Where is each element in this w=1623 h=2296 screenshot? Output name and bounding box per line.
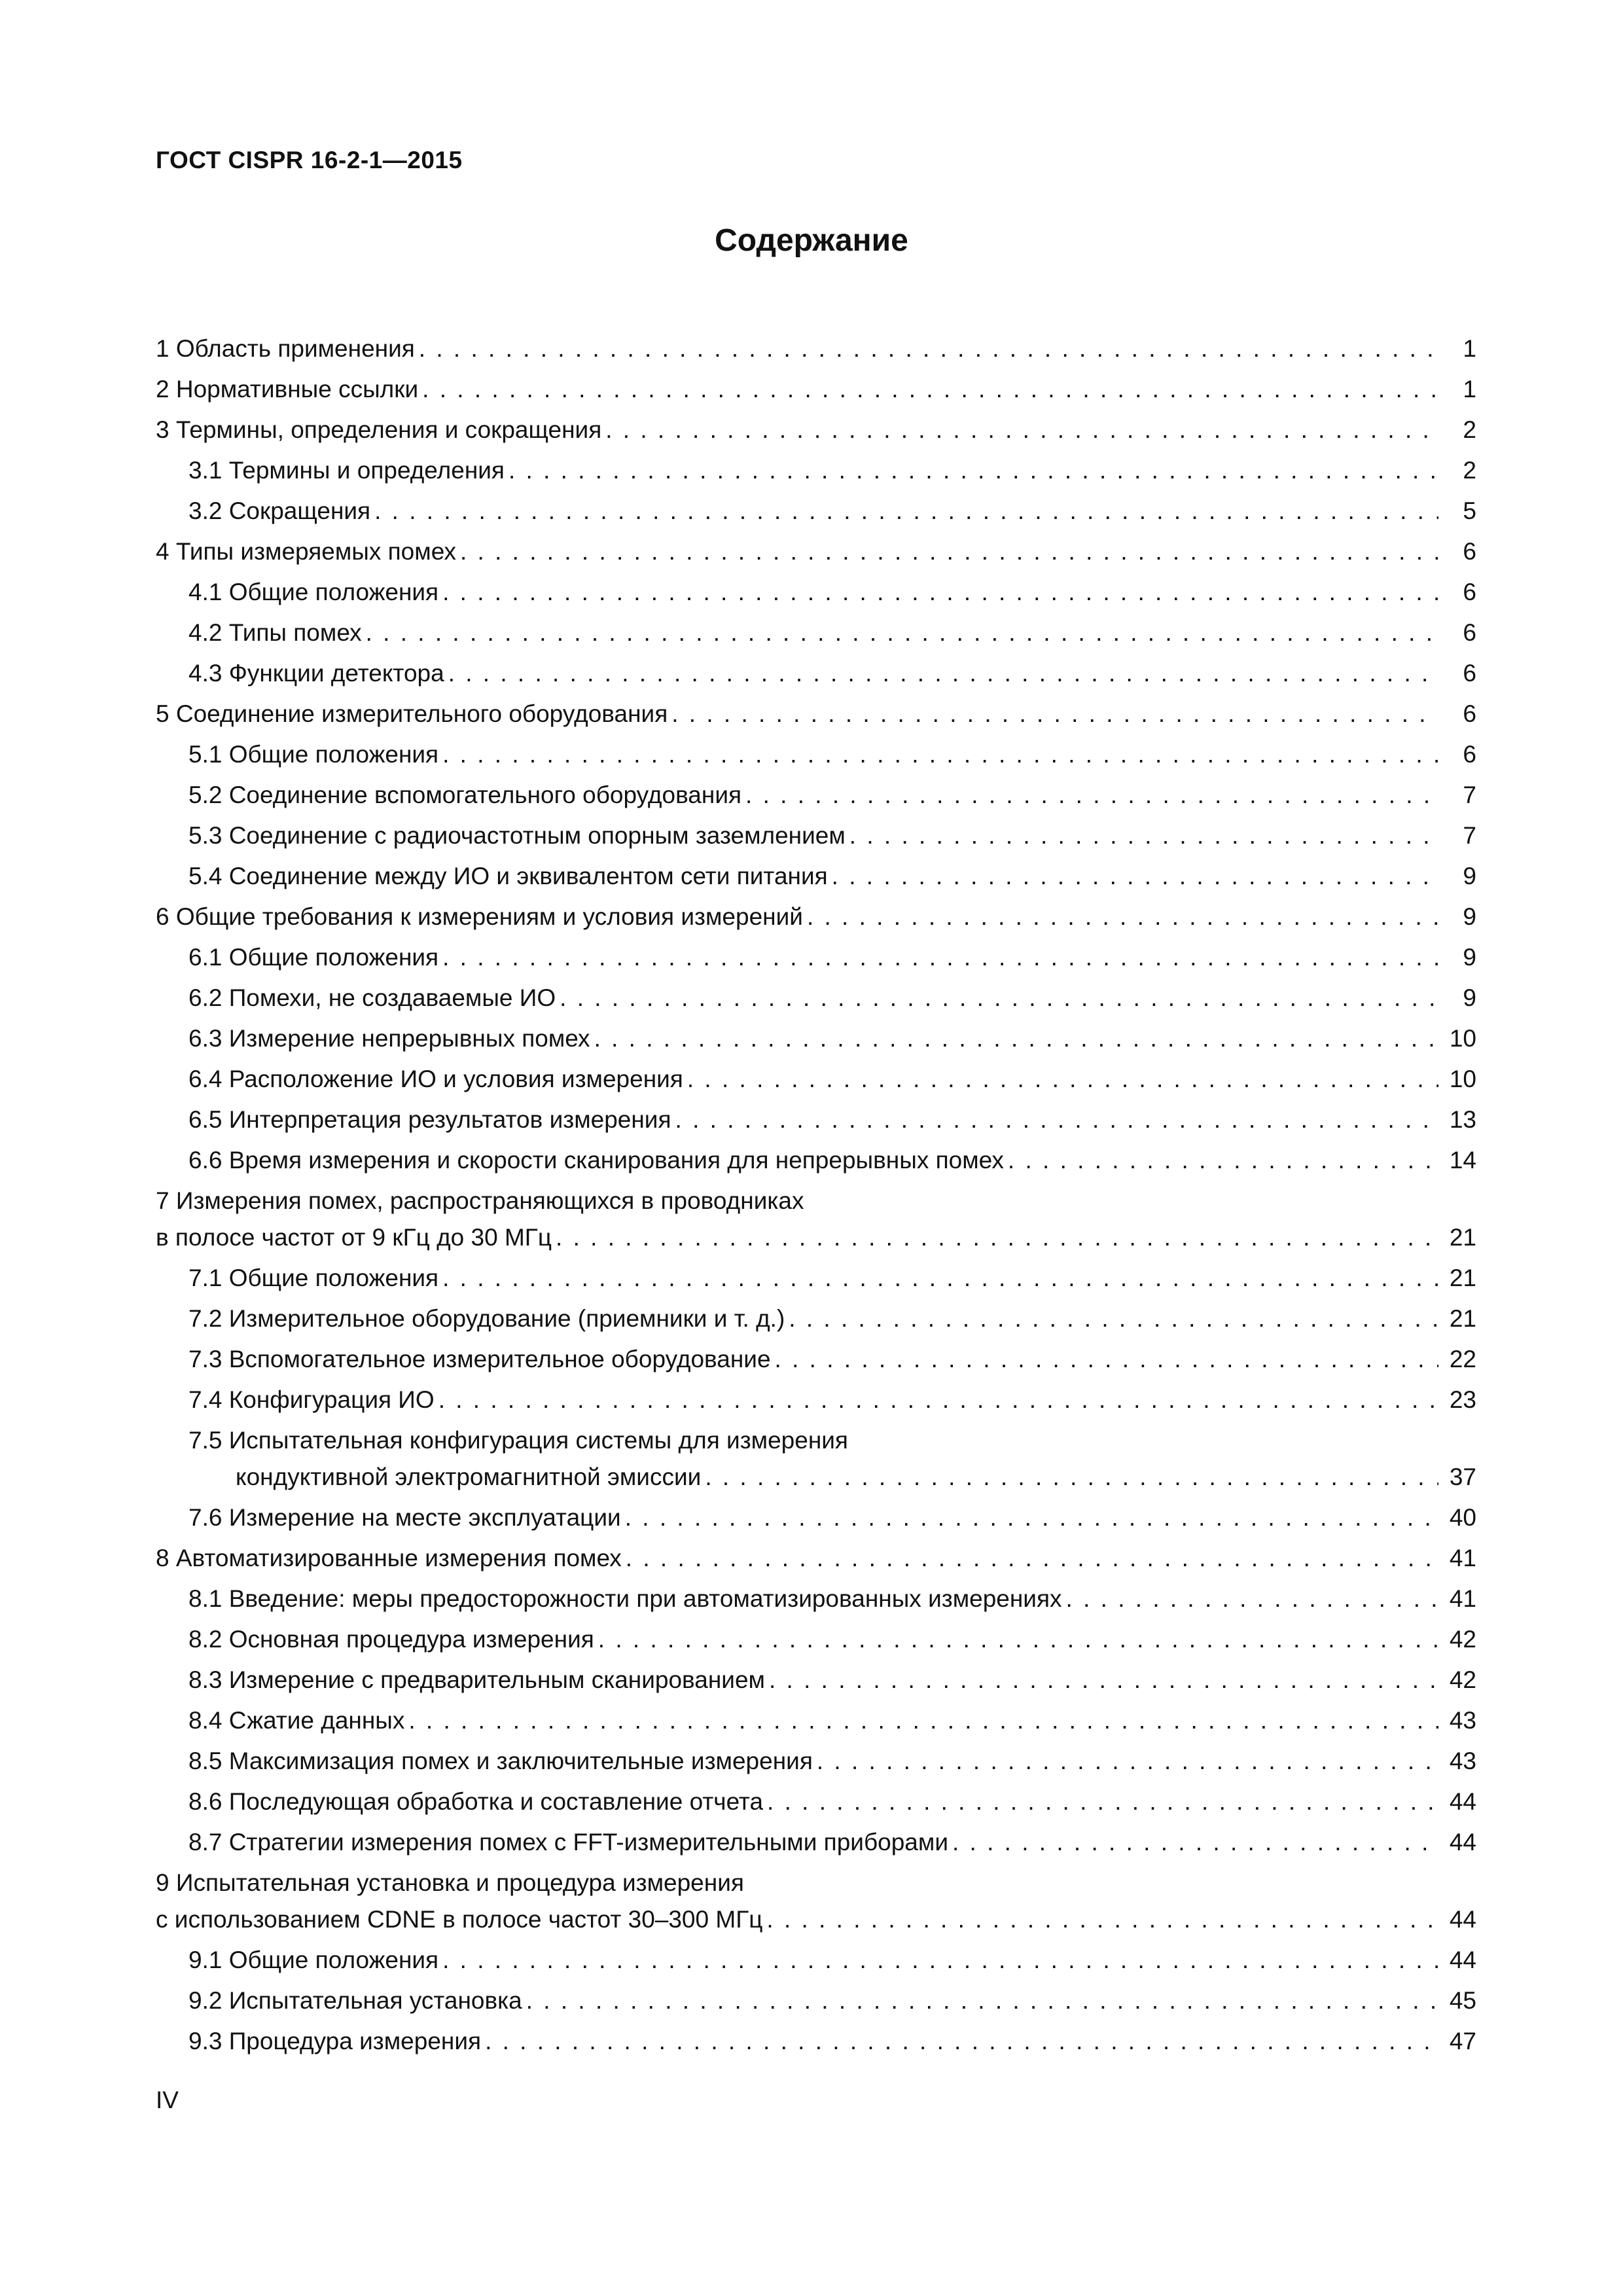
toc-dot-leader (408, 1700, 1438, 1741)
toc-entry[interactable] (156, 1380, 1476, 1420)
toc-dot-leader (807, 897, 1438, 937)
toc-entry[interactable] (156, 1981, 1476, 2021)
toc-entry-page-number: 14 (1449, 1147, 1476, 1174)
toc-entry-title: в полосе частот от 9 кГц до 30 МГц (156, 1224, 552, 1251)
toc-entry[interactable] (156, 1498, 1476, 1538)
toc-entry-title: 6.1 Общие положения (188, 944, 439, 971)
toc-dot-leader (687, 1059, 1438, 1100)
toc-dot-leader (366, 613, 1438, 653)
toc-dot-leader (442, 734, 1438, 775)
toc-entry-title: 9.3 Процедура измерения (188, 2028, 482, 2054)
toc-entry-title: 4.3 Функции детектора (188, 660, 444, 687)
toc-dot-leader (671, 694, 1438, 734)
toc-entry-title-first-line: 7 Измерения помех, распространяющихся в проводниках (156, 1187, 804, 1214)
toc-entry-title: 7.3 Вспомогательное измерительное оборудование (188, 1346, 771, 1372)
toc-entry-page-number: 21 (1449, 1265, 1476, 1291)
toc-dot-leader (952, 1822, 1438, 1863)
toc-entry-title: 5.4 Соединение между ИО и эквивалентом сети питания (188, 863, 828, 889)
toc-dot-leader (767, 1782, 1438, 1822)
toc-entry-title: 5.1 Общие положения (188, 741, 439, 768)
toc-entry[interactable] (156, 1822, 1476, 1863)
toc-dot-leader (832, 856, 1438, 897)
toc-entry-page-number: 9 (1463, 863, 1476, 889)
toc-entry-page-number: 41 (1449, 1545, 1476, 1571)
toc-dot-leader (849, 816, 1438, 856)
toc-entry-title: 8.1 Введение: меры предосторожности при автоматизированных измерениях (188, 1585, 1062, 1612)
toc-dot-leader (508, 450, 1438, 491)
toc-entry-title-first-line: 7.5 Испытательная конфигурация системы для измерения (188, 1427, 848, 1454)
toc-entry-title: 4.2 Типы помех (188, 619, 362, 646)
toc-entry[interactable] (156, 1258, 1476, 1299)
toc-entry-page-number: 42 (1449, 1626, 1476, 1653)
toc-entry-page-number: 42 (1449, 1666, 1476, 1693)
toc-entry-page-number: 47 (1449, 2028, 1476, 2054)
toc-entry[interactable] (156, 329, 1476, 369)
toc-dot-leader (442, 1258, 1438, 1299)
toc-entry-page-number: 6 (1463, 579, 1476, 605)
toc-entry-title: 3.1 Термины и определения (188, 457, 505, 484)
toc-entry-title: 8.2 Основная процедура измерения (188, 1626, 594, 1653)
toc-entry-page-number: 10 (1449, 1025, 1476, 1052)
toc-dot-leader (556, 1217, 1438, 1258)
toc-entry[interactable] (156, 816, 1476, 856)
toc-entry-page-number: 5 (1463, 497, 1476, 524)
toc-dot-leader (775, 1339, 1438, 1380)
toc-entry-title: 8.7 Стратегии измерения помех с FFT-измерительными приборами (188, 1829, 948, 1856)
toc-dot-leader (442, 937, 1438, 978)
toc-entry-page-number: 40 (1449, 1504, 1476, 1531)
toc-dot-leader (745, 775, 1438, 816)
toc-dot-leader (705, 1457, 1438, 1498)
toc-dot-leader (560, 978, 1438, 1018)
toc-entry-page-number: 6 (1463, 660, 1476, 687)
toc-entry[interactable] (156, 694, 1476, 734)
toc-entry[interactable] (156, 1940, 1476, 1981)
toc-entry-page-number: 1 (1463, 376, 1476, 403)
toc-entry-page-number: 44 (1449, 1788, 1476, 1815)
toc-entry-page-number: 21 (1449, 1224, 1476, 1251)
toc-dot-leader (605, 410, 1438, 450)
toc-entry-page-number: 6 (1463, 619, 1476, 646)
toc-entry-title: 5.2 Соединение вспомогательного оборудования (188, 781, 742, 808)
toc-dot-leader (448, 653, 1438, 694)
toc-entry-title: 4.1 Общие положения (188, 579, 439, 605)
toc-dot-leader (485, 2021, 1438, 2062)
toc-dot-leader (438, 1380, 1438, 1420)
toc-entry[interactable] (156, 2021, 1476, 2062)
toc-entry-page-number: 6 (1463, 741, 1476, 768)
toc-entry-page-number: 43 (1449, 1748, 1476, 1774)
toc-entry-title: 4 Типы измеряемых помех (156, 538, 456, 565)
toc-entry[interactable] (156, 1867, 1476, 1940)
toc-entry-title: 8.5 Максимизация помех и заключительные измерения (188, 1748, 813, 1774)
toc-entry-page-number: 10 (1449, 1066, 1476, 1092)
toc-dot-leader (526, 1981, 1438, 2021)
toc-title: Содержание (715, 223, 908, 258)
toc-entry-title: кондуктивной электромагнитной эмиссии (236, 1463, 702, 1490)
toc-entry[interactable] (156, 410, 1476, 450)
toc-entry[interactable] (156, 1538, 1476, 1579)
toc-entry-title: 7.1 Общие положения (188, 1265, 439, 1291)
toc-dot-leader (626, 1538, 1438, 1579)
toc-entry-title: 7.4 Конфигурация ИО (188, 1386, 435, 1413)
toc-dot-leader (769, 1660, 1438, 1700)
toc-entry[interactable] (156, 1299, 1476, 1339)
toc-dot-leader (419, 329, 1438, 369)
toc-entry[interactable] (156, 1782, 1476, 1822)
toc-entry-page-number: 37 (1449, 1463, 1476, 1490)
toc-entry[interactable] (156, 369, 1476, 410)
toc-entry-page-number: 21 (1449, 1305, 1476, 1332)
toc-entry[interactable] (156, 1660, 1476, 1700)
toc-entry-page-number: 9 (1463, 944, 1476, 971)
toc-dot-leader (594, 1018, 1438, 1059)
toc-entry-title: 7.6 Измерение на месте эксплуатации (188, 1504, 621, 1531)
toc-entry[interactable] (156, 450, 1476, 491)
toc-entry-title: 7.2 Измерительное оборудование (приемники и т. д.) (188, 1305, 785, 1332)
toc-entry-title: 6.6 Время измерения и скорости сканирования для непрерывных помех (188, 1147, 1004, 1174)
table-of-contents (156, 329, 1476, 2062)
toc-dot-leader (460, 531, 1438, 572)
toc-dot-leader (598, 1619, 1438, 1660)
toc-dot-leader (766, 1899, 1438, 1940)
toc-entry-page-number: 44 (1449, 1906, 1476, 1933)
toc-entry-title-first-line: 9 Испытательная установка и процедура измерения (156, 1869, 744, 1896)
toc-entry-page-number: 44 (1449, 1946, 1476, 1973)
toc-entry-title: 8.3 Измерение с предварительным сканированием (188, 1666, 765, 1693)
toc-entry[interactable] (156, 1100, 1476, 1140)
toc-entry-title: 9.1 Общие положения (188, 1946, 439, 1973)
toc-entry[interactable] (156, 1424, 1476, 1498)
toc-entry-title: 5.3 Соединение с радиочастотным опорным заземлением (188, 822, 846, 849)
toc-entry[interactable] (156, 613, 1476, 653)
toc-entry[interactable] (156, 937, 1476, 978)
toc-entry-title: с использованием CDNE в полосе частот 30–300 МГц (156, 1906, 763, 1933)
toc-entry-title: 2 Нормативные ссылки (156, 376, 419, 403)
toc-entry[interactable] (156, 1619, 1476, 1660)
toc-entry-page-number: 9 (1463, 984, 1476, 1011)
page-number: IV (156, 2087, 179, 2113)
toc-entry-page-number: 44 (1449, 1829, 1476, 1856)
toc-entry-page-number: 2 (1463, 416, 1476, 443)
document-code-header: ГОСТ CISPR 16-2-1—2015 (156, 147, 463, 173)
toc-dot-leader (374, 491, 1438, 531)
toc-dot-leader (442, 1940, 1438, 1981)
toc-entry-page-number: 43 (1449, 1707, 1476, 1734)
toc-entry-title: 5 Соединение измерительного оборудования (156, 700, 668, 727)
toc-entry[interactable] (156, 856, 1476, 897)
toc-dot-leader (442, 572, 1438, 613)
toc-entry-title: 6 Общие требования к измерениям и условия измерений (156, 903, 803, 930)
toc-dot-leader (817, 1741, 1438, 1782)
toc-dot-leader (675, 1100, 1438, 1140)
toc-entry[interactable] (156, 1741, 1476, 1782)
toc-entry[interactable] (156, 978, 1476, 1018)
toc-entry-page-number: 1 (1463, 335, 1476, 362)
toc-dot-leader (422, 369, 1438, 410)
toc-dot-leader (625, 1498, 1438, 1538)
toc-entry[interactable] (156, 491, 1476, 531)
toc-entry-title: 3.2 Сокращения (188, 497, 371, 524)
toc-entry-title: 6.2 Помехи, не создаваемые ИО (188, 984, 556, 1011)
toc-entry-page-number: 7 (1463, 822, 1476, 849)
toc-entry-page-number: 9 (1463, 903, 1476, 930)
toc-entry-title: 6.3 Измерение непрерывных помех (188, 1025, 590, 1052)
toc-entry-page-number: 23 (1449, 1386, 1476, 1413)
toc-dot-leader (789, 1299, 1438, 1339)
toc-entry-page-number: 45 (1449, 1987, 1476, 2014)
toc-entry-page-number: 2 (1463, 457, 1476, 484)
toc-entry[interactable] (156, 653, 1476, 694)
toc-entry[interactable] (156, 1059, 1476, 1100)
toc-entry-page-number: 13 (1449, 1106, 1476, 1133)
toc-entry-page-number: 41 (1449, 1585, 1476, 1612)
toc-entry-title: 8.4 Сжатие данных (188, 1707, 405, 1734)
toc-entry[interactable] (156, 1700, 1476, 1741)
toc-dot-leader (1066, 1579, 1438, 1619)
toc-entry[interactable] (156, 1140, 1476, 1181)
toc-entry[interactable] (156, 897, 1476, 937)
toc-entry-title: 6.4 Расположение ИО и условия измерения (188, 1066, 683, 1092)
toc-entry-title: 8.6 Последующая обработка и составление отчета (188, 1788, 764, 1815)
toc-entry[interactable] (156, 1579, 1476, 1619)
toc-entry-title: 8 Автоматизированные измерения помех (156, 1545, 622, 1571)
toc-entry[interactable] (156, 1185, 1476, 1258)
toc-entry[interactable] (156, 734, 1476, 775)
toc-dot-leader (1008, 1140, 1438, 1181)
toc-entry[interactable] (156, 572, 1476, 613)
toc-entry-title: 9.2 Испытательная установка (188, 1987, 522, 2014)
toc-entry-page-number: 7 (1463, 781, 1476, 808)
toc-entry-title: 3 Термины, определения и сокращения (156, 416, 602, 443)
toc-entry[interactable] (156, 775, 1476, 816)
toc-entry-page-number: 6 (1463, 538, 1476, 565)
toc-entry-title: 1 Область применения (156, 335, 415, 362)
toc-entry-title: 6.5 Интерпретация результатов измерения (188, 1106, 671, 1133)
toc-entry[interactable] (156, 531, 1476, 572)
toc-entry-page-number: 6 (1463, 700, 1476, 727)
toc-entry-page-number: 22 (1449, 1346, 1476, 1372)
toc-entry[interactable] (156, 1018, 1476, 1059)
toc-entry[interactable] (156, 1339, 1476, 1380)
